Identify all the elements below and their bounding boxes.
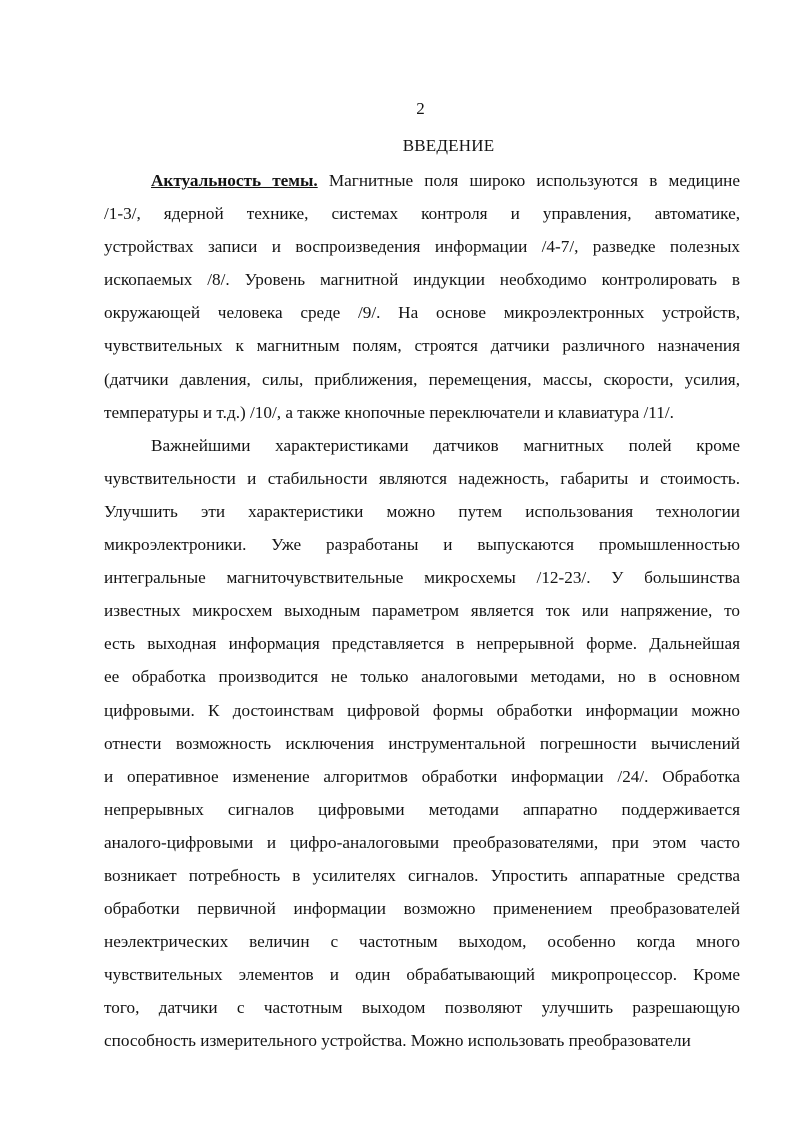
- text-line: (датчики давления, силы, приближения, перемещения, массы, скорости, усилия,: [104, 369, 740, 389]
- text-line: того, датчики с частотным выходом позволяют улучшить разрешающую: [104, 998, 740, 1018]
- paragraph: [104, 170, 740, 435]
- text-line: устройствах записи и воспроизведения информации /4-7/, разведке полезных: [104, 237, 740, 257]
- text-line: [104, 170, 740, 203]
- text-line: интегральные магниточувствительные микросхемы /12-23/. У большинства: [104, 568, 740, 588]
- text-line: цифровыми. К достоинствам цифровой формы обработки информации можно: [104, 700, 740, 720]
- line-text: Магнитные поля широко используются в медицине: [317, 171, 740, 190]
- text-line: непрерывных сигналов цифровыми методами аппаратно поддерживается: [104, 799, 740, 819]
- lead-phrase: Актуальность темы.: [151, 171, 318, 190]
- text-line: микроэлектроники. Уже разработаны и выпускаются промышленностью: [104, 535, 740, 555]
- text-line: ископаемых /8/. Уровень магнитной индукции необходимо контролировать в: [104, 270, 740, 290]
- text-line: температуры и т.д.) /10/, а также кнопочные переключатели и клавиатура /11/.: [104, 402, 674, 422]
- text-line: возникает потребность в усилителях сигналов. Упростить аппаратные средства: [104, 865, 740, 885]
- text-line: и оперативное изменение алгоритмов обработки информации /24/. Обработка: [104, 766, 740, 786]
- text-line: обработки первичной информации возможно применением преобразователей: [104, 899, 740, 919]
- paragraph: [104, 435, 740, 1064]
- text-line: есть выходная информация представляется в непрерывной форме. Дальнейшая: [104, 634, 740, 654]
- body-text: [104, 170, 740, 1064]
- text-line: способность измерительного устройства. Можно использовать преобразователи: [104, 1031, 691, 1051]
- text-line: Улучшить эти характеристики можно путем использования технологии: [104, 501, 740, 521]
- text-line: окружающей человека среде /9/. На основе микроэлектронных устройств,: [104, 303, 740, 323]
- text-line: ее обработка производится не только аналоговыми методами, но в основном: [104, 667, 740, 687]
- text-line: неэлектрических величин с частотным выходом, особенно когда много: [104, 932, 740, 952]
- text-line: Важнейшими характеристиками датчиков магнитных полей кроме: [151, 435, 740, 455]
- text-line: чувствительности и стабильности являются надежность, габариты и стоимость.: [104, 468, 740, 488]
- paragraph-list: [104, 170, 740, 1064]
- section-heading: ВВЕДЕНИЕ: [402, 136, 495, 155]
- text-line: чувствительных к магнитным полям, строятся датчики различного назначения: [104, 336, 740, 356]
- text-line: известных микросхем выходным параметром является ток или напряжение, то: [104, 601, 740, 621]
- text-line: отнести возможность исключения инструментальной погрешности вычислений: [104, 733, 740, 753]
- page-number: 2: [416, 99, 425, 118]
- text-line: чувствительных элементов и один обрабатывающий микропроцессор. Кроме: [104, 965, 740, 985]
- text-line: аналого-цифровыми и цифро-аналоговыми преобразователями, при этом часто: [104, 832, 740, 852]
- text-line: /1-3/, ядерной технике, системах контроля и управления, автоматике,: [104, 204, 740, 224]
